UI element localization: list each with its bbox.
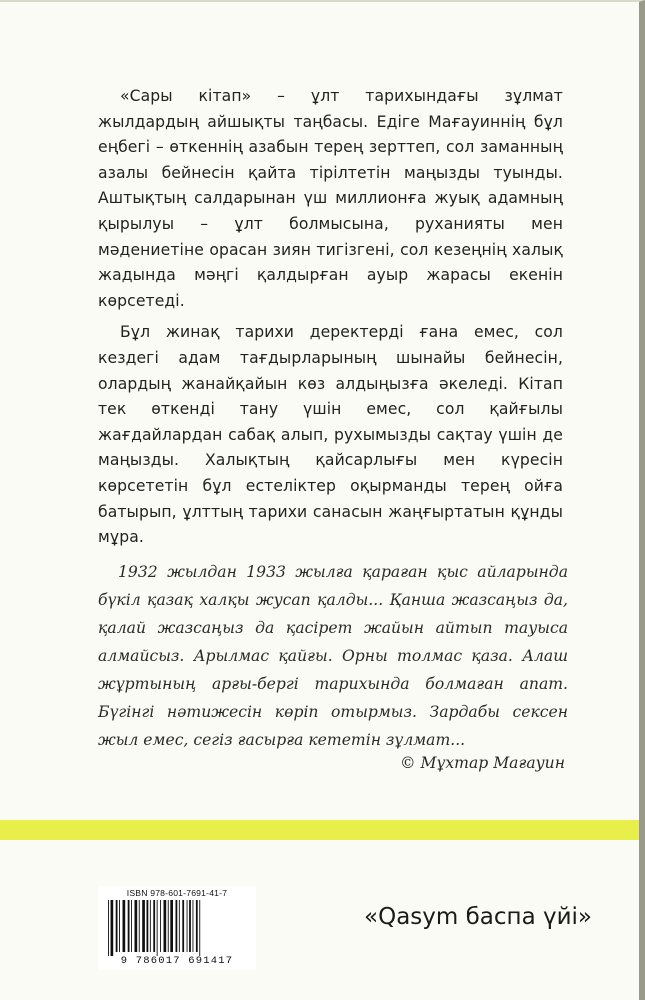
barcode-bar: [131, 900, 132, 952]
barcode-bar: [147, 900, 149, 952]
barcode-bar: [116, 900, 118, 952]
barcode-bar: [111, 900, 114, 956]
author-quote: [98, 558, 568, 754]
barcode-bar: [135, 900, 138, 952]
barcode-bar: [153, 900, 155, 952]
isbn-digits: 9 786017 691417: [120, 955, 234, 967]
isbn-label: ISBN 978-601-7691-41-7: [126, 888, 228, 898]
barcode-bar: [176, 900, 178, 952]
barcode-bar: [160, 900, 161, 952]
barcode-bar: [196, 900, 198, 952]
barcode-bar: [150, 900, 151, 952]
isbn-barcode-block: [98, 886, 256, 970]
barcode-bar: [187, 900, 188, 952]
barcode-bar: [128, 900, 130, 952]
barcode-bar: [199, 900, 200, 956]
annotation-paragraph-1: «Сары кітап» – ұлт тарихындағы зұлмат жылдардың айшықты таңбасы. Едіге Мағауиннің бұл еңбегі – өткеннің азабын терең зерттеп, сол заманның азалы бейнесін қайта тірілтетін маңызды туынды. Аштықтың салдарынан үш миллионға жуық адамның қырылуы – ұлт болмысына, руханияты мен мәдениетіне орасан зиян тигізгені, сол кезеңнің халық жадында мәңгі қалдырған ауыр жарасы екенін көрсетеді.: [98, 87, 563, 310]
quote-text: 1932 жылдан 1933 жылға қараған қыс айларында бүкіл қазақ халқы жусап қалды... Қанша жазсаңыз да, қалай жазсаңыз да қасірет жайын айтып тауыса алмайсыз. Арылмас қайғы. Орны толмас қаза. Алаш жұртының арғы-бергі тарихында болмаған апат. Бүгінгі нәтижесін көріп отырмыз. Зардабы сексен жыл емес, сегіз ғасырға кететін зұлмат...: [98, 563, 568, 749]
barcode-bar: [170, 900, 173, 952]
barcode-bar: [164, 900, 167, 952]
barcode-bar: [179, 900, 180, 952]
barcode-bar: [108, 900, 109, 956]
barcode-icon: [106, 900, 248, 956]
annotation-paragraph-2: Бұл жинақ тарихи деректерді ғана емес, сол кездегі адам тағдырларының шынайы бейнесін, олардың жанайқайын көз алдыңызға әкеледі. Кітап тек өткенді тану үшін емес, сол қайғылы жағдайлардан сабақ алып, рухымызды сақтау үшін де маңызды. Халықтың қайсарлығы мен күресін көрсететін бұл естеліктер оқырманды терең ойға батырып, ұлттың тарихи санасын жаңғыртатын құнды мұра.: [98, 323, 563, 547]
barcode-bar: [193, 900, 194, 952]
yellow-band: [0, 820, 639, 840]
quote-signature: © Мұхтар Мағауин: [399, 754, 565, 772]
barcode-bar: [119, 900, 120, 952]
barcode-bar: [139, 900, 140, 952]
barcode-bar: [168, 900, 169, 952]
barcode-bar: [142, 900, 145, 952]
barcode-bar: [189, 900, 191, 952]
publisher-name: «Qasym баспа үйі»: [364, 904, 592, 930]
annotation-text: [98, 84, 563, 557]
barcode-bar: [123, 900, 126, 952]
barcode-bar: [182, 900, 184, 952]
barcode-bar: [157, 900, 158, 956]
